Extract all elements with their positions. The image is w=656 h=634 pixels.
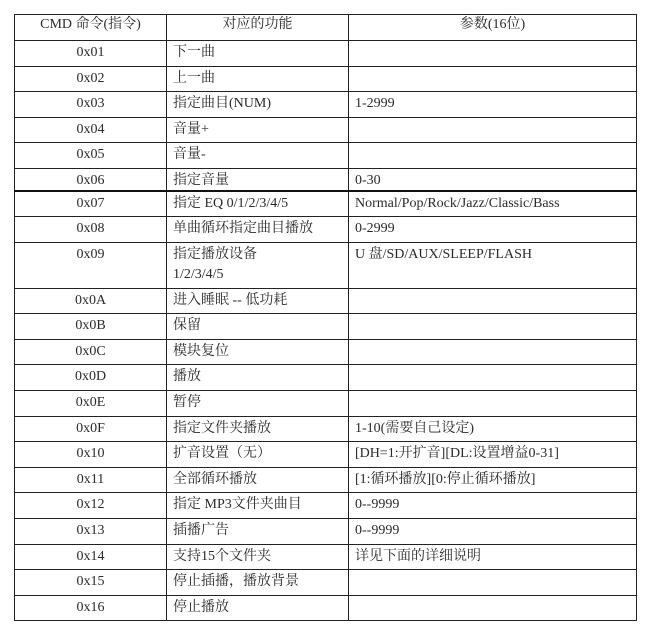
function-cell bbox=[167, 41, 349, 67]
param-cell-text: Normal/Pop/Rock/Jazz/Classic/Bass bbox=[355, 196, 560, 211]
cmd-cell-text: 0x14 bbox=[76, 548, 105, 564]
function-cell bbox=[167, 117, 349, 143]
header-param: 参数(16位) bbox=[349, 15, 637, 41]
param-cell bbox=[349, 41, 637, 67]
cmd-cell bbox=[15, 365, 167, 391]
cmd-cell-text: 0x01 bbox=[76, 45, 105, 60]
param-cell-text: [1:循环播放][0:停止循环播放] bbox=[355, 471, 536, 487]
param-cell bbox=[349, 544, 637, 570]
command-table-part2 bbox=[14, 190, 637, 621]
cmd-cell bbox=[15, 41, 167, 67]
cmd-cell-text: 0x10 bbox=[76, 446, 105, 462]
param-cell-text: [DH=1:开扩音][DL:设置增益0-31] bbox=[355, 446, 559, 462]
table-row bbox=[15, 595, 637, 621]
param-cell-text: 0--9999 bbox=[355, 523, 400, 539]
cmd-cell bbox=[15, 493, 167, 519]
param-cell-text: 0-2999 bbox=[355, 221, 395, 237]
function-cell bbox=[167, 168, 349, 191]
table-row bbox=[15, 242, 637, 288]
cmd-cell-text: 0x0B bbox=[75, 318, 106, 334]
param-cell bbox=[349, 339, 637, 365]
function-cell bbox=[167, 519, 349, 545]
cmd-cell-text: 0x11 bbox=[76, 471, 105, 487]
table-row bbox=[15, 544, 637, 570]
function-cell-text: 暂停 bbox=[173, 395, 201, 411]
function-cell bbox=[167, 493, 349, 519]
table-row bbox=[15, 314, 637, 340]
function-cell-text: 音量- bbox=[173, 147, 206, 163]
function-cell-text: 指定音量 bbox=[173, 172, 229, 188]
param-cell bbox=[349, 288, 637, 314]
function-cell-text: 模块复位 bbox=[173, 343, 229, 359]
param-cell-text: 0-30 bbox=[355, 172, 381, 188]
function-cell-text-line2: 1/2/3/4/5 bbox=[173, 266, 224, 282]
function-cell bbox=[167, 339, 349, 365]
function-cell bbox=[167, 217, 349, 243]
cmd-cell-text: 0x0E bbox=[75, 395, 106, 411]
function-cell-text: 全部循环播放 bbox=[173, 471, 257, 487]
table-row bbox=[15, 467, 637, 493]
param-cell-text: 1-10(需要自己设定) bbox=[355, 420, 474, 436]
header-function: 对应的功能 bbox=[167, 15, 349, 41]
cmd-cell bbox=[15, 66, 167, 92]
table-row bbox=[15, 41, 637, 67]
table-row bbox=[15, 339, 637, 365]
function-cell-text: 指定播放设备 bbox=[173, 246, 257, 262]
cmd-cell bbox=[15, 117, 167, 143]
param-cell bbox=[349, 416, 637, 442]
cmd-cell bbox=[15, 168, 167, 191]
function-cell bbox=[167, 314, 349, 340]
cmd-cell bbox=[15, 92, 167, 118]
function-cell-text: 上一曲 bbox=[173, 70, 215, 86]
cmd-cell-text: 0x08 bbox=[76, 221, 105, 237]
cmd-cell-text: 0x04 bbox=[76, 121, 105, 137]
cmd-cell-text: 0x05 bbox=[76, 147, 105, 163]
cmd-cell-text: 0x07 bbox=[76, 196, 105, 211]
cmd-cell bbox=[15, 442, 167, 468]
param-cell bbox=[349, 467, 637, 493]
param-cell-text: 1-2999 bbox=[355, 96, 395, 112]
function-cell-text: 播放 bbox=[173, 369, 201, 385]
param-cell bbox=[349, 595, 637, 621]
param-cell bbox=[349, 191, 637, 217]
param-cell bbox=[349, 391, 637, 417]
cmd-cell bbox=[15, 595, 167, 621]
cmd-cell-text: 0x15 bbox=[76, 574, 105, 590]
function-cell-text: 停止播放 bbox=[173, 599, 229, 615]
table-row bbox=[15, 519, 637, 545]
cmd-cell bbox=[15, 217, 167, 243]
param-cell bbox=[349, 117, 637, 143]
cmd-cell-text: 0x02 bbox=[76, 70, 105, 86]
param-cell bbox=[349, 168, 637, 191]
function-cell-text: 指定 MP3文件夹曲目 bbox=[173, 497, 302, 513]
function-cell-text: 单曲循环指定曲目播放 bbox=[173, 221, 313, 237]
cmd-cell bbox=[15, 519, 167, 545]
param-cell bbox=[349, 570, 637, 596]
cmd-cell-text: 0x03 bbox=[76, 96, 105, 112]
command-table-part1 bbox=[14, 14, 637, 191]
param-cell-text: 详见下面的详细说明 bbox=[355, 548, 481, 564]
param-cell-text: 0--9999 bbox=[355, 497, 400, 513]
param-cell bbox=[349, 66, 637, 92]
function-cell bbox=[167, 92, 349, 118]
table-row bbox=[15, 117, 637, 143]
function-cell-text: 音量+ bbox=[173, 121, 209, 137]
param-cell bbox=[349, 314, 637, 340]
cmd-cell bbox=[15, 391, 167, 417]
cmd-cell-text: 0x0C bbox=[75, 343, 106, 359]
function-cell bbox=[167, 143, 349, 169]
param-cell bbox=[349, 242, 637, 288]
header-cmd: CMD 命令(指令) bbox=[15, 15, 167, 41]
cmd-cell bbox=[15, 314, 167, 340]
param-cell bbox=[349, 365, 637, 391]
function-cell bbox=[167, 442, 349, 468]
cmd-cell bbox=[15, 143, 167, 169]
cmd-cell-text: 0x09 bbox=[76, 246, 105, 262]
table-row bbox=[15, 92, 637, 118]
function-cell bbox=[167, 191, 349, 217]
function-cell bbox=[167, 66, 349, 92]
cmd-cell-text: 0x16 bbox=[76, 599, 105, 615]
function-cell bbox=[167, 544, 349, 570]
cmd-cell-text: 0x0F bbox=[76, 420, 105, 436]
table-row bbox=[15, 365, 637, 391]
table-row bbox=[15, 168, 637, 191]
table-row bbox=[15, 416, 637, 442]
table-row bbox=[15, 570, 637, 596]
function-cell-text: 进入睡眠 -- 低功耗 bbox=[173, 292, 288, 308]
cmd-cell bbox=[15, 288, 167, 314]
table-row bbox=[15, 391, 637, 417]
function-cell bbox=[167, 467, 349, 493]
cmd-cell bbox=[15, 544, 167, 570]
cmd-cell-text: 0x06 bbox=[76, 172, 105, 188]
table-row bbox=[15, 143, 637, 169]
function-cell-text: 扩音设置（无） bbox=[173, 446, 271, 462]
table-row bbox=[15, 442, 637, 468]
cmd-cell-text: 0x0D bbox=[74, 369, 107, 385]
function-cell-text: 下一曲 bbox=[173, 45, 215, 60]
param-cell bbox=[349, 519, 637, 545]
table-row bbox=[15, 191, 637, 217]
table-row bbox=[15, 66, 637, 92]
param-cell-text: U 盘/SD/AUX/SLEEP/FLASH bbox=[355, 246, 532, 262]
cmd-cell bbox=[15, 467, 167, 493]
function-cell bbox=[167, 595, 349, 621]
table-row bbox=[15, 217, 637, 243]
function-cell-text: 指定文件夹播放 bbox=[173, 420, 271, 436]
param-cell bbox=[349, 92, 637, 118]
cmd-cell-text: 0x0A bbox=[74, 292, 107, 308]
cmd-cell-text: 0x12 bbox=[76, 497, 105, 513]
function-cell bbox=[167, 391, 349, 417]
function-cell bbox=[167, 288, 349, 314]
cmd-cell bbox=[15, 570, 167, 596]
function-cell bbox=[167, 416, 349, 442]
function-cell-text: 指定 EQ 0/1/2/3/4/5 bbox=[173, 196, 289, 211]
param-cell bbox=[349, 493, 637, 519]
table-row bbox=[15, 288, 637, 314]
table-header bbox=[15, 15, 637, 41]
function-cell bbox=[167, 570, 349, 596]
cmd-cell bbox=[15, 191, 167, 217]
cmd-cell bbox=[15, 242, 167, 288]
cmd-cell-text: 0x13 bbox=[76, 523, 105, 539]
function-cell bbox=[167, 365, 349, 391]
function-cell-text: 支持15个文件夹 bbox=[173, 548, 271, 564]
function-cell-text: 指定曲目(NUM) bbox=[173, 96, 271, 112]
cmd-cell bbox=[15, 416, 167, 442]
function-cell-text: 保留 bbox=[173, 318, 201, 334]
function-cell-text: 插播广告 bbox=[173, 523, 229, 539]
cmd-cell bbox=[15, 339, 167, 365]
function-cell-text: 停止插播，播放背景 bbox=[173, 574, 299, 590]
param-cell bbox=[349, 217, 637, 243]
param-cell bbox=[349, 442, 637, 468]
table-row bbox=[15, 493, 637, 519]
param-cell bbox=[349, 143, 637, 169]
function-cell bbox=[167, 242, 349, 288]
